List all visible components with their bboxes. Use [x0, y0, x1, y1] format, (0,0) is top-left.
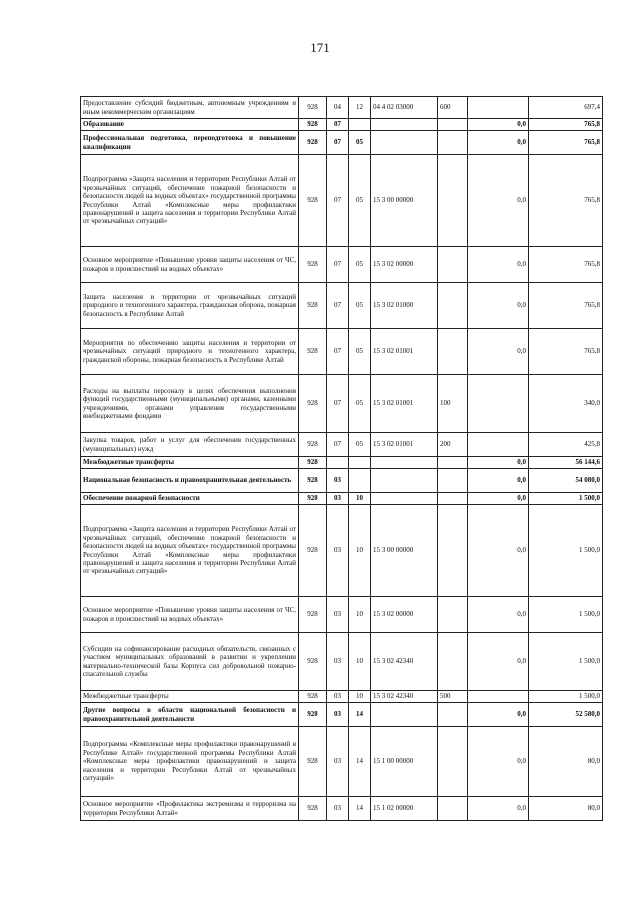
row-name-cell: Основное мероприятие «Профилактика экстремизма и терроризма на территории Республики Алтай» — [81, 797, 299, 821]
row-section-cell: 04 — [327, 97, 349, 119]
row-name-cell: Профессиональная подготовка, переподготовка и повышение квалификации — [81, 131, 299, 155]
row-subsection-cell: 14 — [349, 727, 371, 797]
row-amount-1-cell: 0,0 — [468, 505, 529, 597]
row-code-cell: 928 — [299, 97, 327, 119]
table-row — [81, 131, 603, 155]
row-name-cell: Подпрограмма «Защита населения и территории Республики Алтай от чрезвычайных ситуаций, обеспечение пожарной безопасности и безопасности людей на водных объектах» государственной программы Республики Алтай «Комплексные меры профилактики правонарушений и защита населения и территории Республики Алтай от чрезвычайных ситуаций» — [81, 155, 299, 247]
row-target-article-cell — [371, 457, 438, 469]
row-amount-2-cell: 765,8 — [529, 155, 603, 247]
row-amount-2-cell: 340,0 — [529, 375, 603, 433]
row-code-cell: 928 — [299, 797, 327, 821]
row-amount-1-cell — [468, 375, 529, 433]
row-target-article-cell: 15 1 00 00000 — [371, 727, 438, 797]
table-row — [81, 797, 603, 821]
row-amount-2-cell: 80,0 — [529, 797, 603, 821]
row-target-article-cell: 15 3 02 00000 — [371, 247, 438, 283]
row-expense-type-cell — [438, 469, 468, 493]
row-amount-1-cell: 0,0 — [468, 155, 529, 247]
table-row — [81, 457, 603, 469]
row-amount-2-cell: 1 500,0 — [529, 505, 603, 597]
row-amount-1-cell: 0,0 — [468, 493, 529, 505]
row-expense-type-cell — [438, 457, 468, 469]
table-row — [81, 155, 603, 247]
row-target-article-cell: 15 3 02 42340 — [371, 633, 438, 691]
row-subsection-cell: 05 — [349, 155, 371, 247]
row-expense-type-cell — [438, 131, 468, 155]
row-amount-2-cell: 765,8 — [529, 247, 603, 283]
row-expense-type-cell — [438, 493, 468, 505]
row-expense-type-cell — [438, 633, 468, 691]
row-expense-type-cell — [438, 283, 468, 329]
row-code-cell: 928 — [299, 329, 327, 375]
row-name-cell: Межбюджетные трансферты — [81, 691, 299, 703]
table-body — [81, 97, 603, 821]
row-name-cell: Обеспечение пожарной безопасности — [81, 493, 299, 505]
row-subsection-cell: 05 — [349, 329, 371, 375]
row-target-article-cell: 15 1 02 00000 — [371, 797, 438, 821]
row-code-cell: 928 — [299, 283, 327, 329]
row-subsection-cell: 05 — [349, 433, 371, 457]
row-expense-type-cell — [438, 727, 468, 797]
row-section-cell: 03 — [327, 469, 349, 493]
row-section-cell: 07 — [327, 329, 349, 375]
row-section-cell: 03 — [327, 691, 349, 703]
row-amount-1-cell — [468, 97, 529, 119]
table-row — [81, 493, 603, 505]
row-code-cell: 928 — [299, 469, 327, 493]
row-name-cell: Предоставление субсидий бюджетным, автономным учреждениям и иным некоммерческим организациям — [81, 97, 299, 119]
row-subsection-cell: 14 — [349, 797, 371, 821]
table-row — [81, 727, 603, 797]
row-name-cell: Защита населения и территории от чрезвычайных ситуаций природного и техногенного характера, гражданская оборона, пожарная безопасность в Республике Алтай — [81, 283, 299, 329]
row-code-cell: 928 — [299, 457, 327, 469]
row-code-cell: 928 — [299, 703, 327, 727]
row-amount-1-cell — [468, 433, 529, 457]
table-row — [81, 633, 603, 691]
row-subsection-cell — [349, 119, 371, 131]
table-row — [81, 375, 603, 433]
row-amount-1-cell: 0,0 — [468, 469, 529, 493]
row-code-cell: 928 — [299, 131, 327, 155]
row-amount-1-cell: 0,0 — [468, 703, 529, 727]
row-subsection-cell — [349, 457, 371, 469]
row-expense-type-cell — [438, 155, 468, 247]
row-code-cell: 928 — [299, 597, 327, 633]
row-name-cell: Подпрограмма «Защита населения и территории Республики Алтай от чрезвычайных ситуаций, обеспечение пожарной безопасности и безопасности людей на водных объектах» государственной программы Республики Алтай «Комплексные меры профилактики правонарушений и защита населения и территории Республики Алтай от чрезвычайных ситуаций» — [81, 505, 299, 597]
row-section-cell: 07 — [327, 247, 349, 283]
table-row — [81, 505, 603, 597]
budget-table — [80, 96, 603, 821]
row-amount-2-cell: 765,8 — [529, 329, 603, 375]
row-subsection-cell: 10 — [349, 633, 371, 691]
row-subsection-cell: 05 — [349, 375, 371, 433]
row-amount-2-cell: 425,8 — [529, 433, 603, 457]
row-code-cell: 928 — [299, 433, 327, 457]
row-section-cell: 03 — [327, 727, 349, 797]
row-amount-1-cell — [468, 691, 529, 703]
row-section-cell: 07 — [327, 131, 349, 155]
table-row — [81, 283, 603, 329]
row-code-cell: 928 — [299, 691, 327, 703]
row-section-cell: 07 — [327, 283, 349, 329]
row-target-article-cell — [371, 119, 438, 131]
row-name-cell: Расходы на выплаты персоналу в целях обеспечения выполнения функций государственными (муниципальными) органами, казенными учреждениями, органами управления государственными внебюджетными фондами — [81, 375, 299, 433]
row-amount-2-cell: 765,8 — [529, 283, 603, 329]
row-amount-1-cell: 0,0 — [468, 727, 529, 797]
row-amount-1-cell: 0,0 — [468, 131, 529, 155]
row-section-cell: 07 — [327, 119, 349, 131]
row-section-cell — [327, 457, 349, 469]
row-amount-1-cell: 0,0 — [468, 329, 529, 375]
row-name-cell: Национальная безопасность и правоохранительная деятельность — [81, 469, 299, 493]
row-amount-1-cell: 0,0 — [468, 247, 529, 283]
row-section-cell: 03 — [327, 797, 349, 821]
row-code-cell: 928 — [299, 493, 327, 505]
row-section-cell: 03 — [327, 493, 349, 505]
row-amount-2-cell: 1 500,0 — [529, 493, 603, 505]
row-amount-1-cell: 0,0 — [468, 283, 529, 329]
row-name-cell: Мероприятия по обеспечению защиты населения и территории от чрезвычайных ситуаций природного и техногенного характера, гражданской обороны, пожарная безопасность в Республике Алтай — [81, 329, 299, 375]
row-code-cell: 928 — [299, 375, 327, 433]
table-row — [81, 691, 603, 703]
row-amount-1-cell: 0,0 — [468, 797, 529, 821]
row-amount-1-cell: 0,0 — [468, 597, 529, 633]
row-name-cell: Подпрограмма «Комплексные меры профилактики правонарушений в Республике Алтай» государственной программы Республики Алтай «Комплексные меры профилактики правонарушений и защита населения и территории Республики Алтай от чрезвычайных ситуаций» — [81, 727, 299, 797]
row-target-article-cell: 04 4 02 03000 — [371, 97, 438, 119]
table-row — [81, 703, 603, 727]
row-expense-type-cell: 100 — [438, 375, 468, 433]
row-name-cell: Закупка товаров, работ и услуг для обеспечения государственных (муниципальных) нужд — [81, 433, 299, 457]
table-row — [81, 119, 603, 131]
row-target-article-cell: 15 3 02 01001 — [371, 329, 438, 375]
row-expense-type-cell — [438, 329, 468, 375]
row-subsection-cell: 12 — [349, 97, 371, 119]
row-target-article-cell — [371, 703, 438, 727]
row-target-article-cell — [371, 131, 438, 155]
row-subsection-cell: 10 — [349, 691, 371, 703]
row-amount-2-cell: 1 500,0 — [529, 597, 603, 633]
table-row — [81, 469, 603, 493]
row-name-cell: Другие вопросы в области национальной безопасности и правоохранительной деятельности — [81, 703, 299, 727]
row-subsection-cell: 10 — [349, 505, 371, 597]
row-amount-2-cell: 1 500,0 — [529, 633, 603, 691]
table-row — [81, 97, 603, 119]
row-target-article-cell — [371, 469, 438, 493]
row-expense-type-cell — [438, 703, 468, 727]
row-section-cell: 03 — [327, 703, 349, 727]
row-target-article-cell: 15 3 00 00000 — [371, 505, 438, 597]
page-number: 171 — [310, 40, 330, 55]
row-expense-type-cell — [438, 119, 468, 131]
row-target-article-cell: 15 3 02 01000 — [371, 283, 438, 329]
row-expense-type-cell: 600 — [438, 97, 468, 119]
row-amount-2-cell: 56 144,6 — [529, 457, 603, 469]
row-expense-type-cell — [438, 597, 468, 633]
row-section-cell: 07 — [327, 433, 349, 457]
row-name-cell: Основное мероприятие «Повышение уровня защиты населения от ЧС, пожаров и происшествий на водных объектах» — [81, 597, 299, 633]
table-row — [81, 597, 603, 633]
row-section-cell: 03 — [327, 633, 349, 691]
row-expense-type-cell — [438, 247, 468, 283]
row-name-cell: Основное мероприятие «Повышение уровня защиты населения от ЧС, пожаров и происшествий на водных объектах» — [81, 247, 299, 283]
row-expense-type-cell — [438, 505, 468, 597]
row-target-article-cell: 15 3 02 01001 — [371, 433, 438, 457]
row-target-article-cell: 15 3 02 01001 — [371, 375, 438, 433]
row-amount-2-cell: 765,8 — [529, 131, 603, 155]
row-amount-1-cell: 0,0 — [468, 119, 529, 131]
row-code-cell: 928 — [299, 155, 327, 247]
row-name-cell: Межбюджетные трансферты — [81, 457, 299, 469]
row-expense-type-cell: 200 — [438, 433, 468, 457]
row-code-cell: 928 — [299, 119, 327, 131]
row-code-cell: 928 — [299, 247, 327, 283]
row-name-cell: Субсидии на софинансирование расходных обязательств, связанных с участием муниципальных образований в развитии и укреплении материально-технической базы Корпуса сил добровольной пожарно-спасательной службы — [81, 633, 299, 691]
row-subsection-cell: 10 — [349, 597, 371, 633]
row-subsection-cell: 05 — [349, 247, 371, 283]
row-subsection-cell: 14 — [349, 703, 371, 727]
row-code-cell: 928 — [299, 505, 327, 597]
row-amount-2-cell: 697,4 — [529, 97, 603, 119]
row-amount-2-cell: 765,8 — [529, 119, 603, 131]
row-subsection-cell: 10 — [349, 493, 371, 505]
row-amount-2-cell: 54 080,0 — [529, 469, 603, 493]
row-subsection-cell — [349, 469, 371, 493]
row-target-article-cell — [371, 493, 438, 505]
row-target-article-cell: 15 3 00 00000 — [371, 155, 438, 247]
row-target-article-cell: 15 3 02 42340 — [371, 691, 438, 703]
row-target-article-cell: 15 3 02 00000 — [371, 597, 438, 633]
row-expense-type-cell: 500 — [438, 691, 468, 703]
row-amount-2-cell: 80,0 — [529, 727, 603, 797]
table-row — [81, 329, 603, 375]
row-amount-2-cell: 52 580,0 — [529, 703, 603, 727]
table-row — [81, 247, 603, 283]
row-code-cell: 928 — [299, 633, 327, 691]
row-subsection-cell: 05 — [349, 283, 371, 329]
row-section-cell: 03 — [327, 597, 349, 633]
table-row — [81, 433, 603, 457]
row-expense-type-cell — [438, 797, 468, 821]
row-code-cell: 928 — [299, 727, 327, 797]
row-section-cell: 07 — [327, 375, 349, 433]
row-amount-1-cell: 0,0 — [468, 633, 529, 691]
row-section-cell: 07 — [327, 155, 349, 247]
row-amount-1-cell: 0,0 — [468, 457, 529, 469]
row-subsection-cell: 05 — [349, 131, 371, 155]
row-amount-2-cell: 1 500,0 — [529, 691, 603, 703]
row-name-cell: Образование — [81, 119, 299, 131]
row-section-cell: 03 — [327, 505, 349, 597]
